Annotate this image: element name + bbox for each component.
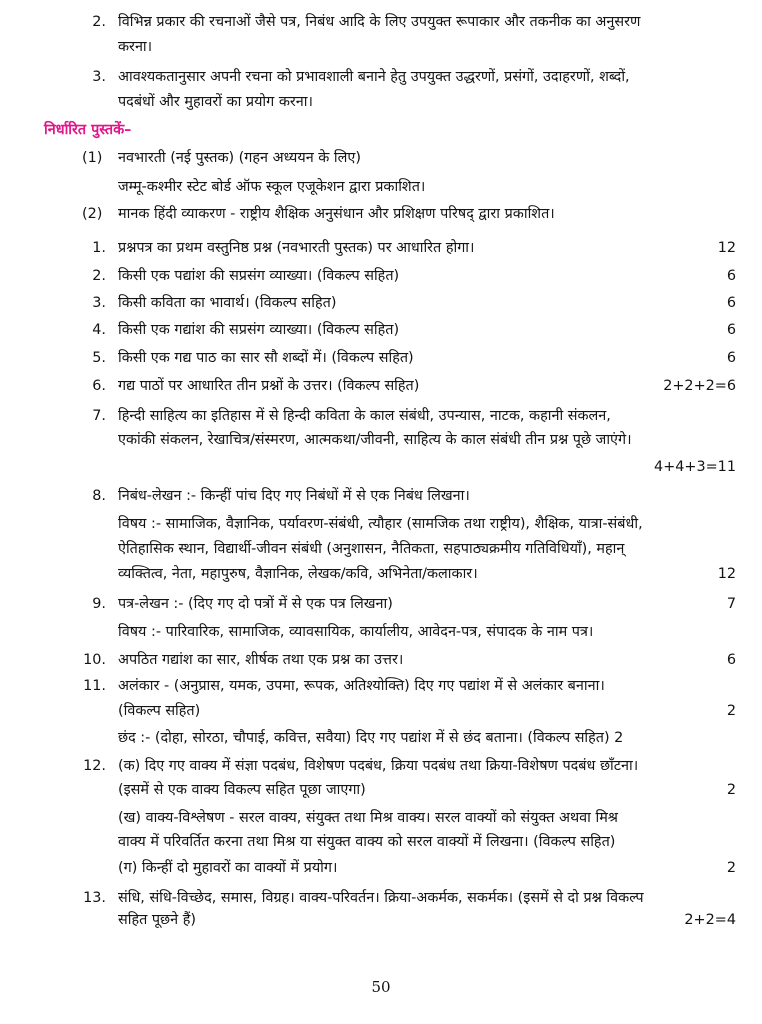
marks: 6 [726, 295, 736, 311]
topic-list: छंद :- (दोहा, सोरठा, चौपाई, कवित्त, सवैया) दिए गए पद्यांश में से छंद बताना। (विकल्प सहित) 2 [118, 730, 624, 746]
list-number: 2. [92, 14, 106, 30]
marks: 7 [726, 596, 736, 612]
question-text: गद्य पाठों पर आधारित तीन प्रश्नों के उत्तर। (विकल्प सहित) [118, 378, 420, 394]
question-text: (ग) किन्हीं दो मुहावरों का वाक्यों में प्रयोग। [118, 860, 338, 876]
question-number: 2. [92, 268, 106, 284]
book-text: मानक हिंदी व्याकरण - राष्ट्रीय शैक्षिक अनुसंधान और प्रशिक्षण परिषद् द्वारा प्रकाशित। [118, 206, 555, 222]
list-number: 3. [92, 69, 106, 85]
marks: 6 [726, 652, 736, 668]
page-number: 50 [371, 978, 391, 996]
question-text: किसी कविता का भावार्थ। (विकल्प सहित) [118, 295, 337, 311]
question-text: एकांकी संकलन, रेखाचित्र/संस्मरण, आत्मकथा/जीवनी, साहित्य के काल संबंधी तीन प्रश्न पूछे जाएंगे। [118, 432, 632, 448]
question-text: अपठित गद्यांश का सार, शीर्षक तथा एक प्रश्न का उत्तर। [118, 652, 404, 668]
question-number: 8. [92, 488, 106, 504]
question-number: 3. [92, 295, 106, 311]
question-text: (इसमें से एक वाक्य विकल्प सहित पूछा जाएगा) [118, 782, 366, 798]
question-text: किसी एक गद्यांश की सप्रसंग व्याख्या। (विकल्प सहित) [118, 322, 400, 338]
topic-list: विषय :- सामाजिक, वैज्ञानिक, पर्यावरण-संबंधी, त्यौहार (सामजिक तथा राष्ट्रीय), शैक्षिक, यात्रा-संबंधी, [118, 516, 643, 532]
marks: 12 [717, 240, 736, 256]
question-number: 4. [92, 322, 106, 338]
question-number: 7. [92, 408, 106, 424]
book-number: (2) [82, 206, 103, 222]
question-text: सहित पूछने हैं) [118, 912, 196, 928]
marks: 2 [726, 782, 736, 798]
topic-list: विषय :- पारिवारिक, सामाजिक, व्यावसायिक, कार्यालीय, आवेदन-पत्र, संपादक के नाम पत्र। [118, 624, 594, 640]
book-text: नवभारती (नई पुस्तक) (गहन अध्ययन के लिए) [118, 150, 361, 166]
book-text: जम्मू-कश्मीर स्टेट बोर्ड ऑफ स्कूल एजूकेशन द्वारा प्रकाशित। [118, 179, 426, 195]
question-text: (ख) वाक्य-विश्लेषण - सरल वाक्य, संयुक्त तथा मिश्र वाक्य। सरल वाक्यों को संयुक्त अथवा मिश्र [118, 810, 619, 826]
question-number: 13. [83, 890, 106, 906]
marks: 2+2=4 [684, 912, 736, 928]
list-item-text: पदबंधों और मुहावरों का प्रयोग करना। [118, 94, 313, 110]
question-number: 1. [92, 240, 106, 256]
question-text: निबंध-लेखन :- किन्हीं पांच दिए गए निबंधों में से एक निबंध लिखना। [118, 488, 470, 504]
question-text: पत्र-लेखन :- (दिए गए दो पत्रों में से एक पत्र लिखना) [118, 596, 393, 612]
question-text: संधि, संधि-विच्छेद, समास, विग्रह। वाक्य-परिवर्तन। क्रिया-अकर्मक, सकर्मक। (इसमें से दो प्रश्न विकल्प [118, 890, 644, 906]
question-number: 6. [92, 378, 106, 394]
question-number: 5. [92, 350, 106, 366]
marks: 6 [726, 322, 736, 338]
question-number: 11. [83, 678, 106, 694]
question-text: हिन्दी साहित्य का इतिहास में से हिन्दी कविता के काल संबंधी, उपन्यास, नाटक, कहानी संकलन, [118, 408, 611, 424]
list-item-text: आवश्यकतानुसार अपनी रचना को प्रभावशाली बनाने हेतु उपयुक्त उद्धरणों, प्रसंगों, उदाहरणों, शब्दों, [118, 69, 630, 85]
topic-list: ऐतिहासिक स्थान, विद्यार्थी-जीवन संबंधी (अनुशासन, नैतिकता, सहपाठ्यक्रमीय गतिविधियाँ), महान् [118, 541, 625, 557]
marks: 4+4+3=11 [654, 459, 736, 475]
question-text: (क) दिए गए वाक्य में संज्ञा पदबंध, विशेषण पदबंध, क्रिया पदबंध तथा क्रिया-विशेषण पदबंध छाँटना। [118, 758, 639, 774]
question-text: अलंकार - (अनुप्रास, यमक, उपमा, रूपक, अतिश्योक्ति) दिए गए पद्यांश में से अलंकार बनाना। [118, 678, 605, 694]
question-number: 10. [83, 652, 106, 668]
question-text: (विकल्प सहित) [118, 703, 201, 719]
topic-list: व्यक्तित्व, नेता, महापुरुष, वैज्ञानिक, लेखक/कवि, अभिनेता/कलाकार। [118, 566, 478, 582]
marks: 2 [726, 703, 736, 719]
marks: 6 [726, 350, 736, 366]
question-text: किसी एक गद्य पाठ का सार सौ शब्दों में। (विकल्प सहित) [118, 350, 414, 366]
book-number: (1) [82, 150, 103, 166]
question-number: 12. [83, 758, 106, 774]
marks: 12 [717, 566, 736, 582]
question-text: वाक्य में परिवर्तित करना तथा मिश्र या संयुक्त वाक्य को सरल वाक्यों में लिखना। (विकल्प सहित) [118, 834, 616, 850]
list-item-text: विभिन्न प्रकार की रचनाओं जैसे पत्र, निबंध आदि के लिए उपयुक्त रूपाकार और तकनीक का अनुसरण [118, 14, 641, 30]
question-text: किसी एक पद्यांश की सप्रसंग व्याख्या। (विकल्प सहित) [118, 268, 400, 284]
question-number: 9. [92, 596, 106, 612]
marks: 2+2+2=6 [663, 378, 736, 394]
marks: 2 [726, 860, 736, 876]
question-text: प्रश्नपत्र का प्रथम वस्तुनिष्ठ प्रश्न (नवभारती पुस्तक) पर आधारित होगा। [118, 240, 475, 256]
list-item-text: करना। [118, 39, 153, 55]
section-heading: निर्धारित पुस्तकें– [44, 122, 132, 138]
marks: 6 [726, 268, 736, 284]
